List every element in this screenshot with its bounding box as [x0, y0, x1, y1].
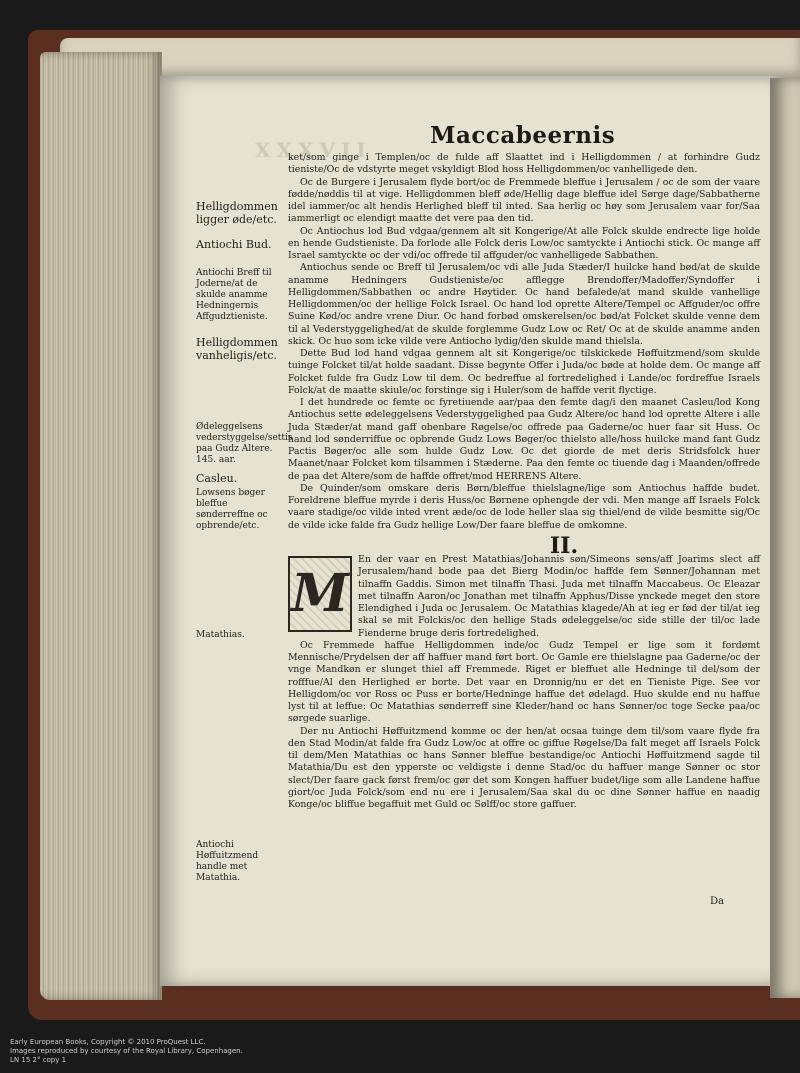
page-edges	[40, 52, 162, 1000]
chapter-paragraph-list	[288, 554, 760, 811]
footer-line: Images reproduced by courtesy of the Royal Library, Copenhagen.	[10, 1047, 243, 1055]
margin-note: Antiochi Breff til Joderne/at de skulde anamme Hedningernis Affgudztieniste.	[196, 268, 272, 322]
margin-note: Matathias.	[196, 630, 245, 640]
paragraph: I det hundrede oc femte oc fyretiuende aar/paa den femte dag/i den maanet Casleu/lod Kong Antiochus sette ødeleggelsens Vederstyggelighed paa Gudz Altere/oc hand lod oprette Altere i alle Juda Stæder/at mand gaff obenbare Røgelse/oc offrede paa Gaderne/oc huer faar sit Huss. Oc hand lod sønderriffue oc opbrende Gudz Lows Bøger/oc thielsto alle/hoss huilcke mand fant Gudz Pactis Bøger/oc alle som hulde Gudz Low. Oc det giorde de met deris Stridsfolck huer Maanet/naar Folcket kom tilsammen i Stæderne. Paa den femte oc tiuende dag i Maanden/offrede de paa det Altere/som de haffde offret/mod HERRENS Altere.	[288, 397, 760, 482]
margin-note: Antiochi Bud.	[196, 238, 272, 251]
catchword: Da	[710, 896, 724, 907]
paragraph: ket/som ginge i Templen/oc de fulde aff Slaattet ind i Helligdommen / at forhindre Gudz tieniste/Oc de vdstyrte meget vskyldigt Blod hoss Helligdommen/oc vanhelligede den.	[288, 152, 760, 176]
margin-note: Lowsens bøger bleffue sønderreffne oc opbrende/etc.	[196, 488, 268, 531]
margin-note: Helligdommen vanheligis/etc.	[196, 336, 278, 362]
footer-line: Early European Books, Copyright © 2010 ProQuest LLC.	[10, 1038, 206, 1046]
paragraph: Der nu Antiochi Høffuitzmend komme oc der hen/at ocsaa tuinge dem til/som vaare flyde fra den Stad Modin/at falde fra Gudz Low/oc at offre oc giffue Røgelse/Da falt meget aff Israels Folck til dem/Men Matathias oc hans Sønner bleffue bestandige/oc Antiochi Høffuitzmend sagde til Matathia/Du est den ypperste oc veldigste i denne Stad/oc du haffuer mange Sønner oc stor slect/Der faare gack først frem/oc gør det som Kongen haffuer budet/lige som alle Landene haffue giort/oc Juda Folck/som end nu ere i Jerusalem/Saa skal du oc dine Sønner haffue en naadig Konge/oc bliffue begaffuit met Guld oc Sølff/oc store gaffuer.	[288, 725, 760, 810]
paragraph: En der vaar en Prest Matathias/Johannis søn/Simeons søns/aff Joarims slect aff Jerusalem/hand bode paa det Bierg Modin/oc haffde fem Sønner/Johannan met tilnaffn Gaddis. Simon met tilnaffn Thasi. Juda met tilnaffn Maccabeus. Oc Eleazar met tilnaffn Aaron/oc Jonathan met tilnaffn Apphus/Disse ynckede meget den store Elendighed i Juda oc Jerusalem. Oc Matathias klagede/Ah at ieg er fød der til/at ieg skal se mit Folckis/oc den hellige Stads ødeleggelse/oc side stille der til/oc lade Fienderne bruge deris fortredelighed.	[358, 554, 760, 639]
paragraph: Oc de Burgere i Jerusalem flyde bort/oc de Fremmede bleffue i Jerusalem / oc de som der vaare fødde/nøddis til at vige. Helligdommen bleff øde/Hellig dage bleffue idel Sørge dage/Sabbatherne idel iammer/oc alt hendis Herlighed bleff til inted. Saa herlig oc høy som Jerusalem vaar for/Saa iammerligt oc elendigt maatte det vere paa den tid.	[288, 176, 760, 225]
margin-note: Ødeleggelsens vederstyggelse/settis paa Gudz Altere. 145. aar.	[196, 422, 293, 465]
footer-line: LN 15 2° copy 1	[10, 1056, 67, 1064]
copyright-footer	[10, 1038, 510, 1065]
margin-note: Antiochi Høffuitzmend handle met Matathia.	[196, 840, 259, 883]
bleed-through-text: XXXVII	[255, 138, 372, 162]
paragraph-list	[288, 152, 760, 532]
book-top-edge	[60, 38, 800, 78]
margin-note: Helligdommen ligger øde/etc.	[196, 200, 278, 226]
paragraph: Oc Fremmede haffue Helligdommen inde/oc Gudz Tempel er lige som it fordømt Mennische/Prydelsen der aff haffuer mand ført bort. Oc Gamle ere thielslagne paa Gaderne/oc der vnge Mandkøn er slunget thiel aff Fremmede. Riget er bleffuet alle Hedninge til del/som der rofffue/Al den Herlighed er borte. Det vaar en Dronnig/nu er det en Tieniste Pige. See vor Helligdom/oc vor Ross oc Puss er borte/Hedninge haffue det ødelagd. Huo skulde end nu haffue lyst til at leffue: Oc Matathias sønderreff sine Kleder/hand oc hans Sønner/oc toge Secke paa/oc sørgede suarlige.	[288, 639, 760, 725]
margin-note: Casleu.	[196, 472, 238, 485]
chapter-heading: II.	[549, 532, 579, 559]
paragraph: Oc Antiochus lod Bud vdgaa/gennem alt sit Kongerige/At alle Folck skulde endrecte lige holde en hende Gudstieniste. Da forlode alle Folck deris Low/oc samtyckte i Antiochi stick. Oc mange aff Israel samtyckte oc der vdi/oc offrede til affguder/oc vanhelligede Sabbathen.	[288, 225, 760, 261]
main-text	[288, 152, 760, 811]
paragraph: Antiochus sende oc Breff til Jerusalem/oc vdi alle Juda Stæder/I huilcke hand bød/at de skulde anamme Hedningers Gudstieniste/oc afflegge Brendoffer/Madoffer/Syndoffer i Helligdommen/Sabbathen oc andre Høytider. Oc hand befalede/at mand skulde vanhellige Helligdommen/oc der hellige Folck Israel. Oc hand lod oprette Altere/Tempel oc Affguder/oc offre Suine Kød/oc andre vrene Diur. Oc hand forbød omskerelsen/oc bød/at Folcket skulde venne dem til al Vederstyggelighed/at de skulde forglemme Gudz Low oc Ret/ Oc at de skulde anamme anden skick. Oc huo som icke vilde vere Antiocho lydig/den skulde mand thielsla.	[288, 262, 760, 347]
paragraph: De Quinder/som omskare deris Børn/bleffue thielslagne/lige som Antiochus haffde budet. Foreldrene bleffue myrde i deris Huss/oc Børnene ophengde der vdi. Men mange aff Israels Folck vaare stadige/oc vilde inted vrent æde/oc de lode heller slaa sig thiel/end de vilde besmitte sig/Oc de vilde icke falde fra Gudz hellige Low/Der faare bleffue de omkomne.	[288, 482, 760, 531]
page-gutter	[770, 78, 800, 998]
decorated-initial: M	[288, 556, 352, 632]
running-head-title: Maccabeernis	[430, 122, 616, 149]
paragraph: Dette Bud lod hand vdgaa gennem alt sit Kongerige/oc tilskickede Høffuitzmend/som skulde tuinge Folcket til/at holde saadant. Disse begynte Offer i Juda/oc bøde at holde dem. Oc mange aff Folcket fulde fra Gudz Low til dem. Oc bedreffue al fortredelighed i Lande/oc fordreffue Israels Folck/at de maatte skiule/oc forstinge sig i Huler/som de haffde verit flyctige.	[288, 348, 760, 396]
